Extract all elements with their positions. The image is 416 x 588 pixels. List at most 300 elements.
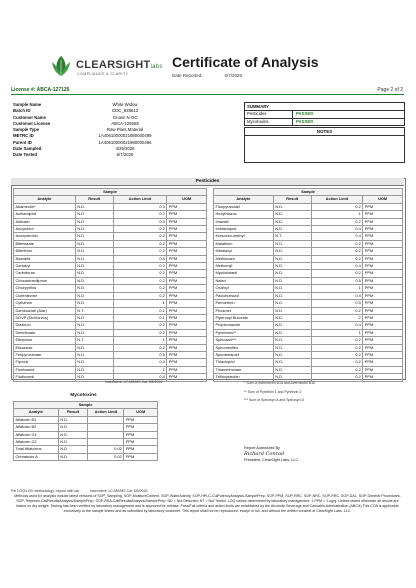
result-cell: N.D. <box>273 255 311 262</box>
action-limit-cell: 0.4 <box>113 218 167 225</box>
action-limit-cell: 0.2 <box>311 307 363 314</box>
analyte-cell: Acetamiprid <box>14 211 76 218</box>
uom-cell: PPM <box>167 374 207 381</box>
result-cell: N.D. <box>75 218 113 225</box>
action-limit-cell: 1 <box>311 285 363 292</box>
uom-cell: PPM <box>363 263 403 270</box>
analyte-cell: Daminozide (Alar) <box>14 307 76 314</box>
analyte-cell: Hexythiazox <box>214 211 274 218</box>
summary-box <box>244 102 405 126</box>
analyte-cell: Metalaxyl <box>214 248 274 255</box>
signature-script: Richard Conrad <box>244 451 285 457</box>
table-row <box>214 300 403 307</box>
analyte-cell: Dimethoate <box>14 329 76 336</box>
summary-label: Pesticides <box>245 111 293 118</box>
analyte-cell: Methiocarb <box>214 255 274 262</box>
result-cell: N.D. <box>58 416 88 423</box>
action-limit-cell: 0.2 <box>311 218 363 225</box>
result-cell: N.D. <box>75 240 113 247</box>
action-limit-cell: 1 <box>113 337 167 344</box>
sample-info-value: ABCA-126559 <box>111 120 139 126</box>
uom-cell: PPM <box>167 263 207 270</box>
result-cell: N.D. <box>273 285 311 292</box>
uom-cell: PPM <box>363 277 403 284</box>
table-row <box>214 240 403 247</box>
sample-info-label: Date Tested <box>13 152 38 158</box>
result-cell: N.D. <box>273 337 311 344</box>
analyte-cell: Imidacloprid <box>214 226 274 233</box>
table-row <box>214 285 403 292</box>
analyte-cell: Fludioxonil <box>14 374 76 381</box>
table-group-header: Sample <box>14 189 207 196</box>
action-limit-cell: 0.02 <box>88 453 124 460</box>
column-header: Action Limit <box>311 196 363 203</box>
action-limit-cell: 0.4 <box>113 374 167 381</box>
action-limit-cell: 0.2 <box>113 248 167 255</box>
brand-logo <box>48 52 173 84</box>
uom-cell: PPM <box>167 292 207 299</box>
action-limit-cell: 0.2 <box>311 255 363 262</box>
result-cell: N.D. <box>75 203 113 210</box>
result-cell: N.T. <box>273 233 311 240</box>
table-row <box>214 351 403 358</box>
table-group-header: Sample <box>14 402 158 409</box>
result-cell: N.D. <box>273 322 311 329</box>
table-row <box>14 351 207 358</box>
table-row <box>14 270 207 277</box>
column-header: Analyte <box>14 409 59 416</box>
table-row <box>14 300 207 307</box>
analyte-cell: Etoxazole <box>14 344 76 351</box>
action-limit-cell: 0.2 <box>113 211 167 218</box>
column-header: UOM <box>363 196 403 203</box>
analyte-cell: Spinosad*** <box>214 337 274 344</box>
signature-block <box>244 445 298 463</box>
uom-cell: PPM <box>363 300 403 307</box>
header-divider <box>11 94 404 95</box>
result-cell: N.T. <box>75 337 113 344</box>
analyte-cell: Kresoxim-methyl <box>214 233 274 240</box>
action-limit-cell: 0.4 <box>311 292 363 299</box>
analyte-cell: Cyfluthrin <box>14 300 76 307</box>
result-cell: N.D. <box>75 285 113 292</box>
action-limit-cell: 1 <box>113 300 167 307</box>
column-header: Action Limit <box>113 196 167 203</box>
action-limit-cell: 0.2 <box>113 344 167 351</box>
table-row <box>214 248 403 255</box>
table-row <box>14 233 207 240</box>
table-row <box>214 277 403 284</box>
uom-cell: PPM <box>363 248 403 255</box>
footnote: * Sum of Avermectin B1a and Avermectin B1b <box>244 381 316 385</box>
uom-cell: PPM <box>167 277 207 284</box>
table-row <box>14 359 207 366</box>
table-row <box>14 337 207 344</box>
page-title: Certificate of Analysis <box>172 54 319 70</box>
action-limit-cell: 0.2 <box>311 374 363 381</box>
action-limit-cell: 1 <box>113 366 167 373</box>
footnote: ** Sum of Pyrethrin 1 and Pyrethrin 2 <box>244 390 302 394</box>
notes-box <box>244 127 405 163</box>
uom-cell: PPM <box>124 424 158 431</box>
table-row <box>214 344 403 351</box>
table-row <box>14 344 207 351</box>
sample-info-label: Sample Name <box>13 102 42 107</box>
analyte-cell: Ethephon <box>14 337 76 344</box>
result-cell: N.D. <box>75 226 113 233</box>
action-limit-cell: 0.4 <box>311 226 363 233</box>
action-limit-cell: 0.5 <box>113 351 167 358</box>
result-cell: N.D. <box>75 270 113 277</box>
uom-cell: PPM <box>124 431 158 438</box>
leaf-logo-icon <box>48 54 74 78</box>
summary-row <box>245 111 404 119</box>
uom-cell: PPM <box>363 359 403 366</box>
analyte-cell: Flonicamid <box>14 366 76 373</box>
column-header: Analyte <box>14 196 76 203</box>
analyte-cell: Permethrin <box>214 300 274 307</box>
uom-cell: PPM <box>363 314 403 321</box>
table-row <box>214 255 403 262</box>
action-limit-cell: 0.2 <box>311 270 363 277</box>
uom-cell: PPM <box>363 292 403 299</box>
result-cell: N.D. <box>273 270 311 277</box>
table-row <box>14 263 207 270</box>
analyte-cell: Piperonyl Butoxide <box>214 314 274 321</box>
table-row <box>14 203 207 210</box>
action-limit-cell: 0.4 <box>113 255 167 262</box>
uom-cell: PPM <box>363 322 403 329</box>
action-limit-cell: 0.4 <box>113 359 167 366</box>
column-header: Analyte <box>214 196 274 203</box>
analyte-cell: Phosmet <box>214 307 274 314</box>
analyte-cell: Azoxystrobin <box>14 233 76 240</box>
table-row <box>14 431 158 438</box>
date-reported <box>172 73 242 78</box>
uom-cell: PPM <box>363 270 403 277</box>
analyte-cell: Aflatoxin B1 <box>14 416 59 423</box>
uom-cell: PPM <box>167 233 207 240</box>
result-cell: N.T. <box>75 307 113 314</box>
mycotoxins-table <box>13 401 158 461</box>
analyte-cell: Myclobutanil <box>214 270 274 277</box>
analyte-cell: Trifloxystrobin <box>214 374 274 381</box>
result-cell: N.D. <box>273 263 311 270</box>
date-reported-value: 5/7/2026 <box>224 73 243 78</box>
sample-info-value: 4/29/2026 <box>115 146 135 152</box>
uom-cell: PPM <box>363 329 403 336</box>
uom-cell: PPM <box>167 307 207 314</box>
result-cell: N.D. <box>273 226 311 233</box>
action-limit-cell: 0.2 <box>311 203 363 210</box>
uom-cell: PPM <box>363 255 403 262</box>
action-limit-cell: 0.2 <box>311 240 363 247</box>
action-limit-cell <box>88 439 124 446</box>
uom-cell: PPM <box>363 374 403 381</box>
sample-info-label: Parent ID <box>13 139 32 145</box>
result-cell: N.D. <box>273 292 311 299</box>
pesticides-table-left <box>13 188 207 382</box>
result-cell: N.D. <box>75 329 113 336</box>
action-limit-cell: 0.2 <box>311 337 363 344</box>
analyte-cell: Malathion <box>214 240 274 247</box>
analyte-cell: Thiacloprid <box>214 359 274 366</box>
action-limit-cell <box>88 424 124 431</box>
analyte-cell: Carbaryl <box>14 263 76 270</box>
uom-cell: PPM <box>363 307 403 314</box>
table-row <box>214 359 403 366</box>
action-limit-cell: 0.2 <box>311 248 363 255</box>
result-cell: N.D. <box>58 431 88 438</box>
table-row <box>14 446 158 453</box>
action-limit-cell: 0.4 <box>311 263 363 270</box>
action-limit-cell <box>88 416 124 423</box>
result-cell: N.D. <box>273 218 311 225</box>
uom-cell: PPM <box>167 359 207 366</box>
result-cell: N.D. <box>58 446 88 453</box>
uom-cell: PPM <box>363 351 403 358</box>
result-cell: N.D. <box>273 344 311 351</box>
result-cell: N.D. <box>273 366 311 373</box>
table-row <box>214 226 403 233</box>
result-cell: N.D. <box>273 329 311 336</box>
analyte-cell: Methomyl <box>214 263 274 270</box>
table-row <box>214 218 403 225</box>
table-row <box>14 277 207 284</box>
uom-cell: PPM <box>363 240 403 247</box>
analyte-cell: Boscalid <box>14 255 76 262</box>
result-cell: N.D. <box>58 453 88 460</box>
action-limit-cell: 0.2 <box>113 329 167 336</box>
result-cell: N.D. <box>273 203 311 210</box>
table-row <box>14 240 207 247</box>
result-cell: N.D. <box>75 277 113 284</box>
uom-cell: PPM <box>363 218 403 225</box>
analyte-cell: Bifenthrin <box>14 248 76 255</box>
table-row <box>214 366 403 373</box>
result-cell: N.D. <box>75 322 113 329</box>
uom-cell: PPM <box>167 285 207 292</box>
action-limit-cell: 0.2 <box>311 351 363 358</box>
uom-cell: PPM <box>167 203 207 210</box>
date-reported-label: Date Reported: <box>172 73 203 78</box>
uom-cell: PPM <box>363 337 403 344</box>
analyte-cell: Clofentezine <box>14 292 76 299</box>
analyte-cell: Diazinon <box>14 322 76 329</box>
result-cell: N.D. <box>75 314 113 321</box>
table-row <box>214 211 403 218</box>
table-row <box>14 255 207 262</box>
sample-info-label: Customer Name <box>13 114 46 120</box>
sample-info-label: METRC ID <box>13 133 34 139</box>
result-cell: N.D. <box>273 277 311 284</box>
analyte-cell: Ancymidol <box>14 226 76 233</box>
uom-cell: PPM <box>167 329 207 336</box>
analyte-cell: Spiromesifen <box>214 344 274 351</box>
uom-cell: PPM <box>363 211 403 218</box>
analyte-cell: Chlorantraniliprole <box>14 277 76 284</box>
uom-cell: PPM <box>167 337 207 344</box>
table-row <box>14 307 207 314</box>
table-row <box>14 218 207 225</box>
analyte-cell: Oxamyl <box>214 285 274 292</box>
result-cell: N.D. <box>75 366 113 373</box>
table-row <box>14 226 207 233</box>
action-limit-cell: 0.2 <box>113 322 167 329</box>
uom-cell: PPM <box>124 439 158 446</box>
analyte-cell: Bifenazate <box>14 240 76 247</box>
summary-row <box>245 119 404 126</box>
sample-info-row <box>13 152 157 158</box>
sample-info-value: 5/7/2026 <box>116 152 134 158</box>
analyte-cell: Fenpyroximate <box>14 351 76 358</box>
action-limit-cell: 0.2 <box>113 270 167 277</box>
table-row <box>214 233 403 240</box>
analyte-cell: Paclobutrazol <box>214 292 274 299</box>
sample-info-value: Grown N OC <box>112 114 138 120</box>
sample-info-label: Date Sampled <box>13 146 42 152</box>
sample-info <box>13 102 157 159</box>
footer-methods: Methods used for analysis include latest versions of SOP_Sampling, SOP-MoistureContent, SOP-WaterActivity, SOP-HPLC-CulPotencyAnalysis-SamplePrep, SOP-PPM, SOP-RRC, SOP-NRC, SOP-RRC, SOP-DAL, SOP-General Procedures. SOP-Terpenes-Cal/ResultsAnalysis/SamplePrep, SOP-RSA-Cal/ResultsAnalysis/SamplePrep. ND = Not Detected, NT = Not Tested. LOQ values determined by laboratory management. 1 PPM = 1 ug/g. Unless stated otherwise all results are based on dry weight. Testing has been verified by laboratory management and is approved for release. Pass/Fail criteria and action limits are established by the Alcoholic Beverage and Cannabis Administration (ABCA) This COA is applicable exclusively to the sample tested and as submitted by laboratory customer. This report shall not be reproduced, except in full, and without the written consent of ClearSight Labs, LLC. <box>14 494 401 513</box>
action-limit-cell: 0.2 <box>311 344 363 351</box>
action-limit-cell: 0.2 <box>113 285 167 292</box>
table-row <box>14 329 207 336</box>
sample-info-label: Batch ID <box>13 108 31 114</box>
analyte-cell: Thiamethoxam <box>214 366 274 373</box>
analyte-cell: Naled <box>214 277 274 284</box>
mycotoxins-title: Mycotoxins <box>70 393 97 398</box>
result-cell: N.D. <box>75 374 113 381</box>
action-limit-cell: 0.2 <box>113 292 167 299</box>
summary-title: SUMMARY <box>245 103 404 111</box>
action-limit-cell: 0.2 <box>311 359 363 366</box>
uom-cell: PPM <box>167 270 207 277</box>
sample-info-value: Raw Plant Material <box>106 127 144 133</box>
status-badge: PASSED <box>296 111 314 116</box>
uom-cell: PPM <box>363 226 403 233</box>
footer-loq-note: Per LOQ/LOD methodology, inquire with lab <box>11 489 80 493</box>
analyte-cell: DDVP (Dichlorvos) <box>14 314 76 321</box>
result-cell: N.D. <box>273 240 311 247</box>
brand-name: CLEARSIGHT <box>76 59 151 71</box>
uom-cell: PPM <box>167 314 207 321</box>
analyte-cell: Aldicarb <box>14 218 76 225</box>
action-limit-cell: 0.2 <box>113 277 167 284</box>
result-cell: N.D. <box>273 314 311 321</box>
table-row <box>214 337 403 344</box>
pesticides-table-right <box>213 188 403 382</box>
analyte-cell: Aflatoxin G2 <box>14 439 59 446</box>
action-limit-cell: 0.4 <box>311 322 363 329</box>
action-limit-cell: 0.2 <box>113 226 167 233</box>
result-cell: N.D. <box>75 255 113 262</box>
sample-info-value: White Widow <box>112 102 138 107</box>
table-row <box>214 374 403 381</box>
uom-cell: PPM <box>167 248 207 255</box>
result-cell: N.D. <box>273 300 311 307</box>
uom-cell: PPM <box>167 255 207 262</box>
analyte-cell: Pyrethrins** <box>214 329 274 336</box>
analyte-cell: Spirotetramet <box>214 351 274 358</box>
action-limit-cell: 0.2 <box>311 366 363 373</box>
action-limit-cell: 0.5 <box>311 277 363 284</box>
result-cell: N.D. <box>273 307 311 314</box>
uom-cell: PPM <box>363 233 403 240</box>
uom-cell: PPM <box>167 218 207 225</box>
result-cell: N.D. <box>273 248 311 255</box>
analyte-cell: Abamectin* <box>14 203 76 210</box>
signature-label: Report Authorized By <box>244 446 280 450</box>
uom-cell: PPM <box>167 211 207 218</box>
uom-cell: PPM <box>167 240 207 247</box>
table-row <box>214 263 403 270</box>
action-limit-cell: 0.1 <box>113 307 167 314</box>
table-row <box>14 285 207 292</box>
uom-cell: PPM <box>124 416 158 423</box>
action-limit-cell: 0.5 <box>311 300 363 307</box>
table-row <box>14 211 207 218</box>
uom-cell: PPM <box>167 226 207 233</box>
result-cell: N.D. <box>75 233 113 240</box>
table-row <box>214 203 403 210</box>
table-row <box>14 416 158 423</box>
result-cell: N.D. <box>58 424 88 431</box>
column-header: UOM <box>167 196 207 203</box>
action-limit-cell: 0.4 <box>311 233 363 240</box>
action-limit-cell: 1 <box>311 329 363 336</box>
summary-label: Mycotoxins <box>245 119 293 126</box>
result-cell: N.D. <box>75 248 113 255</box>
table-row <box>14 248 207 255</box>
mycotoxins-instrument: Instrument: LC-MS/MS Cal: 5/5/2026 <box>90 489 148 493</box>
page-number: Page 2 of 2 <box>377 87 403 93</box>
table-group-header: Sample <box>214 189 403 196</box>
uom-cell: PPM <box>167 366 207 373</box>
action-limit-cell: 0.2 <box>113 240 167 247</box>
table-row <box>214 270 403 277</box>
brand-tagline: COMPLIANCE & CLARITY <box>77 72 129 76</box>
table-row <box>14 292 207 299</box>
column-header: Result <box>273 196 311 203</box>
uom-cell: PPM <box>363 203 403 210</box>
analyte-cell: Total Aflatoxins <box>14 446 59 453</box>
action-limit-cell: 1 <box>311 211 363 218</box>
action-limit-cell: 0.1 <box>113 314 167 321</box>
sample-info-label: Sample Type <box>13 127 40 133</box>
analyte-cell: Propiconazole <box>214 322 274 329</box>
pesticides-instrument: Instrument: LC-MS/MS Cal: 5/5/2026 <box>105 380 163 384</box>
table-row <box>14 453 158 460</box>
analyte-cell: Aflatoxin G1 <box>14 431 59 438</box>
column-header: Action Limit <box>88 409 124 416</box>
signature-title: President, ClearSight Labs, LLC <box>244 458 299 462</box>
result-cell: N.D. <box>75 344 113 351</box>
result-cell: N.D. <box>75 292 113 299</box>
analyte-cell: Imazalil <box>214 218 274 225</box>
column-header: Result <box>75 196 113 203</box>
uom-cell: PPM <box>167 351 207 358</box>
analyte-cell: Fipronil <box>14 359 76 366</box>
action-limit-cell: 0.2 <box>113 233 167 240</box>
result-cell: N.D. <box>75 351 113 358</box>
table-row <box>214 329 403 336</box>
result-cell: N.D. <box>75 359 113 366</box>
result-cell: N.D. <box>58 439 88 446</box>
column-header: Result <box>58 409 88 416</box>
action-limit-cell: 2 <box>311 314 363 321</box>
result-cell: N.D. <box>273 359 311 366</box>
analyte-cell: Carbofuran <box>14 270 76 277</box>
